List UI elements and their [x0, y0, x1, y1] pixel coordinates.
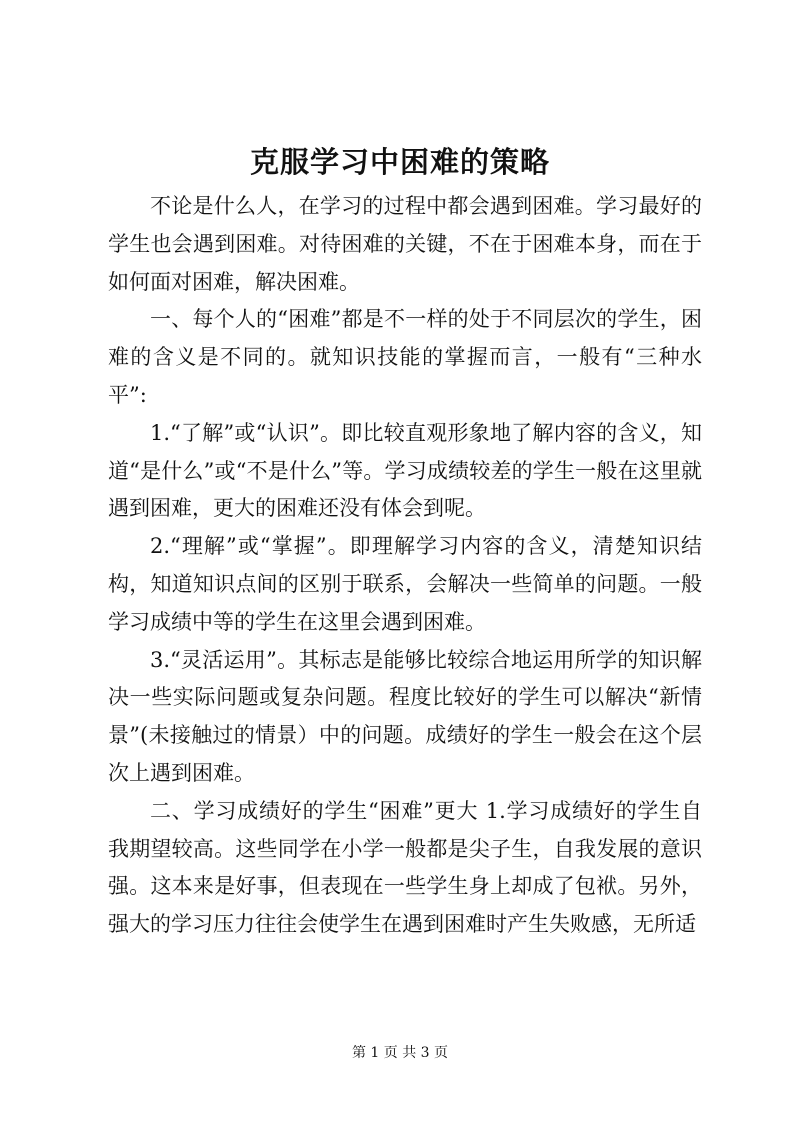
document-body: [108, 188, 702, 944]
paragraph-section-one: 一、每个人的“困难”都是不一样的处于不同层次的学生，困难的含义是不同的。就知识技能的掌握而言，一般有“三种水平”:: [108, 307, 702, 407]
page-footer: 第 1 页 共 3 页: [351, 1045, 449, 1061]
paragraph-intro: 不论是什么人，在学习的过程中都会遇到困难。学习最好的学生也会遇到困难。对待困难的关键，不在于困难本身，而在于如何面对困难，解决困难。: [108, 194, 702, 294]
paragraph-section-two: 二、学习成绩好的学生“困难”更大 1.学习成绩好的学生自我期望较高。这些同学在小学一般都是尖子生，自我发展的意识强。这本来是好事，但表现在一些学生身上却成了包袱。另外，强大的学习压力往往会使学生在遇到困难时产生失败感，无所适: [108, 798, 702, 937]
paragraph-level-one: 1.“了解”或“认识”。即比较直观形象地了解内容的含义，知道“是什么”或“不是什么”等。学习成绩较差的学生一般在这里就遇到困难，更大的困难还没有体会到呢。: [108, 420, 702, 521]
document-title: 克服学习中困难的策略: [249, 145, 550, 179]
paragraph-level-two: 2.“理解”或“掌握”。即理解学习内容的含义，清楚知识结构，知道知识点间的区别于联系，会解决一些简单的问题。一般学习成绩中等的学生在这里会遇到困难。: [108, 534, 702, 634]
paragraph-level-three: 3.“灵活运用”。其标志是能够比较综合地运用所学的知识解决一些实际问题或复杂问题。程度比较好的学生可以解决“新情景”(未接触过的情景）中的问题。成绩好的学生一般会在这个层次上遇到困难。: [108, 647, 702, 785]
